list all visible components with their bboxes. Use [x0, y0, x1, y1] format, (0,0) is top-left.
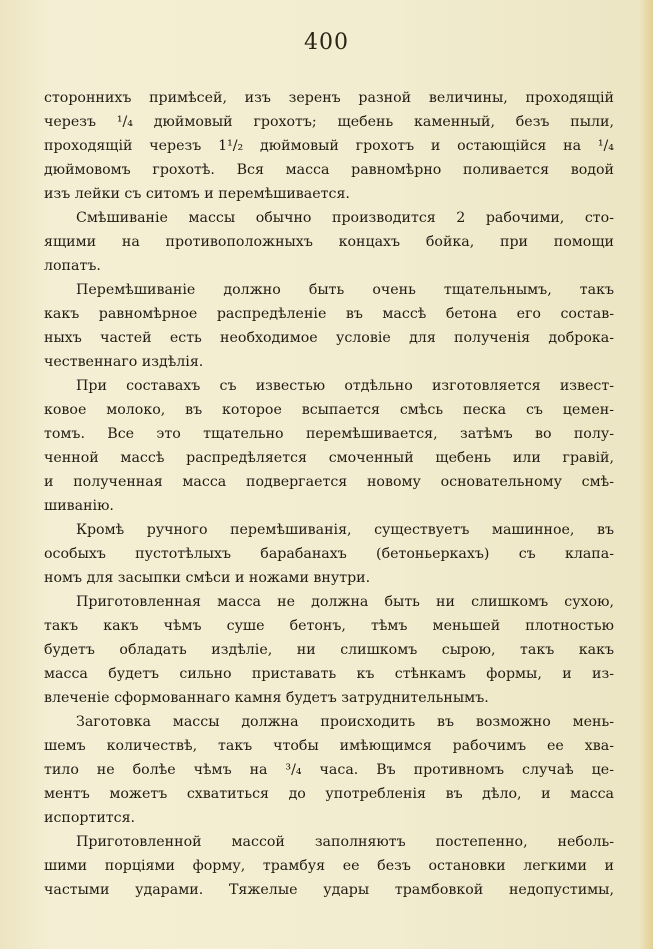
text-line: ящими на противоположныхъ концахъ бойка, при помощи: [44, 234, 614, 250]
text-line: Приготовленная масса не должна быть ни слишкомъ сухою,: [76, 594, 614, 610]
text-line: масса будетъ сильно приставать къ стѣнкамъ формы, и из-: [44, 666, 614, 682]
text-line: Приготовленной массой заполняютъ постепенно, неболь-: [76, 834, 614, 850]
text-line: Перемѣшиваніе должно быть очень тщательнымъ, такъ: [76, 282, 614, 298]
text-line: дюймовомъ грохотѣ. Вся масса равномѣрно поливается водой: [44, 162, 614, 178]
body-text: [44, 86, 614, 902]
text-line: Смѣшиваніе массы обычно производится 2 рабочими, сто-: [76, 210, 614, 226]
text-line: ковое молоко, въ которое всыпается смѣсь песка съ цемен-: [44, 402, 614, 418]
text-line: особыхъ пустотѣлыхъ барабанахъ (бетоньеркахъ) съ клапа-: [44, 546, 614, 562]
text-line: испортится.: [44, 810, 136, 826]
text-line: Кромѣ ручного перемѣшиванія, существуетъ машинное, въ: [76, 522, 614, 538]
text-line: ментъ можетъ схватиться до употребленія въ дѣло, и масса: [44, 786, 614, 802]
text-line: лопатъ.: [44, 258, 101, 274]
text-line: шемъ количествѣ, такъ чтобы имѣющимся рабочимъ ее хва-: [44, 738, 614, 754]
text-line: частыми ударами. Тяжелые удары трамбовкой недопустимы,: [44, 882, 614, 898]
text-line: ныхъ частей есть необходимое условіе для полученія доброка-: [44, 330, 614, 346]
page-edge: [639, 0, 653, 949]
text-line: тило не болѣе чѣмъ на ³/₄ часа. Въ противномъ случаѣ це-: [44, 762, 614, 778]
text-line: проходящій черезъ 1¹/₂ дюймовый грохотъ и остающійся на ¹/₄: [44, 138, 614, 154]
text-line: будетъ обладать издѣліе, ни слишкомъ сырою, такъ какъ: [44, 642, 614, 658]
text-line: и полученная масса подвергается новому основательному смѣ-: [44, 474, 614, 490]
text-line: черезъ ¹/₄ дюймовый грохотъ; щебень каменный, безъ пыли,: [44, 114, 614, 130]
text-line: Заготовка массы должна происходить въ возможно мень-: [76, 714, 614, 730]
page-number: 400: [304, 30, 349, 55]
text-line: чественнаго издѣлія.: [44, 354, 204, 370]
text-line: такъ какъ чѣмъ суше бетонъ, тѣмъ меньшей плотностью: [44, 618, 614, 634]
text-line: стороннихъ примѣсей, изъ зеренъ разной величины, проходящій: [44, 90, 614, 106]
text-line: шиванію.: [44, 498, 114, 514]
text-line: изъ лейки съ ситомъ и перемѣшивается.: [44, 186, 350, 202]
text-line: ченной массѣ распредѣляется смоченный щебень или гравій,: [44, 450, 614, 466]
text-line: томъ. Все это тщательно перемѣшивается, затѣмъ во полу-: [44, 426, 614, 442]
text-line: какъ равномѣрное распредѣленіе въ массѣ бетона его состав-: [44, 306, 614, 322]
text-line: шими порціями форму, трамбуя ее безъ остановки легкими и: [44, 858, 614, 874]
text-line: номъ для засыпки смѣси и ножами внутри.: [44, 570, 371, 586]
text-line: влеченіе сформованнаго камня будетъ затруднительнымъ.: [44, 690, 489, 706]
text-line: При составахъ съ известью отдѣльно изготовляется извест-: [76, 378, 614, 394]
